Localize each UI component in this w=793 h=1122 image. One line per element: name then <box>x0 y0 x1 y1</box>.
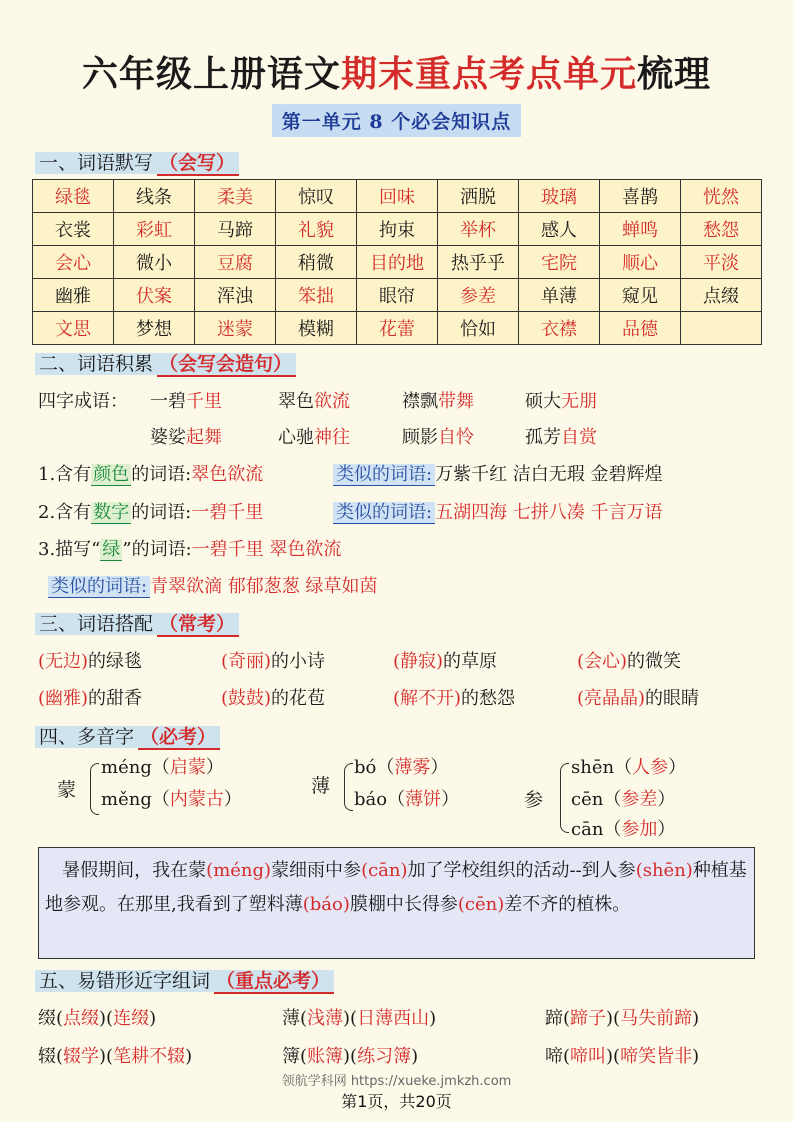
word-cell: 愁怨 <box>681 213 762 246</box>
polyphone-shen-3: cān（参加） <box>571 819 676 840</box>
polyphone-meng-1: méng（启蒙） <box>101 757 224 778</box>
idiom-item: 襟飘带舞 <box>402 391 474 412</box>
collocation-item: (会心)的微笑 <box>577 651 682 672</box>
word-table-row <box>33 213 762 246</box>
lookalike-item: 薄(浅薄)(日薄西山) <box>282 1008 437 1029</box>
brace-meng <box>90 763 99 815</box>
color-highlight: 颜色 <box>93 464 130 485</box>
word-cell: 喜鹊 <box>600 180 681 213</box>
polyphone-bao-1: bó（薄雾） <box>354 757 449 778</box>
idiom-item: 婆娑起舞 <box>150 427 222 448</box>
idiom-item: 翠色欲流 <box>278 391 350 412</box>
word-cell: 彩虹 <box>114 213 195 246</box>
word-cell: 会心 <box>33 246 114 279</box>
number-highlight: 数字 <box>93 502 130 523</box>
idiom-item: 心驰神往 <box>278 427 350 448</box>
section-5-tag: （重点必考） <box>214 970 334 994</box>
collocation-item: (无边)的绿毯 <box>38 651 143 672</box>
section-2-label: 二、词语积累 <box>35 353 157 375</box>
page-title <box>0 46 793 97</box>
word-cell: 文思 <box>33 312 114 345</box>
title-black: 六年级上册语文 <box>81 54 341 95</box>
word-cell: 花蕾 <box>357 312 438 345</box>
word-cell: 举杯 <box>438 213 519 246</box>
word-cell: 线条 <box>114 180 195 213</box>
word-cell: 迷蒙 <box>195 312 276 345</box>
word-cell: 玻璃 <box>519 180 600 213</box>
word-cell: 礼貌 <box>276 213 357 246</box>
word-cell: 马蹄 <box>195 213 276 246</box>
word-cell: 点缀 <box>681 279 762 312</box>
word-cell: 品德 <box>600 312 681 345</box>
word-cell: 衣襟 <box>519 312 600 345</box>
brace-shen <box>560 763 569 833</box>
similar-label-1: 类似的词语: <box>333 464 435 486</box>
word-cell: 模糊 <box>276 312 357 345</box>
idiom-item: 硕大无朋 <box>525 391 597 412</box>
page-subtitle: 第一单元 8 个必会知识点 <box>272 104 521 137</box>
accum-line-3: 3.描写“ 绿 ”的词语:一碧千里 翠色欲流 <box>38 539 342 560</box>
word-cell: 惊叹 <box>276 180 357 213</box>
accum-line-1: 1.含有 颜色 的词语:翠色欲流 <box>38 464 264 485</box>
word-table-row <box>33 246 762 279</box>
word-cell: 单薄 <box>519 279 600 312</box>
collocation-item: (鼓鼓)的花苞 <box>221 688 326 709</box>
page-number: 第1页，共20页 <box>341 1092 452 1111</box>
word-cell: 平淡 <box>681 246 762 279</box>
word-cell: 柔美 <box>195 180 276 213</box>
word-cell: 感人 <box>519 213 600 246</box>
word-cell: 浑浊 <box>195 279 276 312</box>
word-cell: 笨拙 <box>276 279 357 312</box>
similar-label-2: 类似的词语: <box>333 502 435 524</box>
brace-bao <box>344 763 353 811</box>
example-paragraph: 暑假期间，我在蒙(méng)蒙细雨中参(cān)加了学校组织的活动--到人参(shēn)种植基地参观。在那里,我看到了塑料薄(báo)膜棚中长得参(cēn)差不齐的植株。 <box>38 847 755 959</box>
word-cell: 目的地 <box>357 246 438 279</box>
title-red: 期末重点考点单元 <box>340 54 637 95</box>
green-highlight: 绿 <box>102 539 121 560</box>
word-table-row <box>33 279 762 312</box>
title-black-end: 梳理 <box>637 54 712 95</box>
section-5-heading <box>35 967 334 995</box>
word-table <box>32 179 762 345</box>
section-3-tag: （常考） <box>157 613 239 637</box>
polyphone-char-meng: 蒙 <box>57 779 77 801</box>
section-2-heading <box>35 350 296 378</box>
section-1-label: 一、词语默写 <box>35 152 157 174</box>
idiom-item: 孤芳自赏 <box>525 427 597 448</box>
lookalike-item: 缀(点缀)(连缀) <box>38 1008 157 1029</box>
collocation-item: (奇丽)的小诗 <box>221 651 326 672</box>
word-cell: 窥见 <box>600 279 681 312</box>
word-cell: 微小 <box>114 246 195 279</box>
section-3-heading <box>35 610 239 638</box>
word-cell: 伏案 <box>114 279 195 312</box>
word-cell: 蝉鸣 <box>600 213 681 246</box>
polyphone-shen-1: shēn（人参） <box>571 757 687 778</box>
section-2-tag: （会写会造句） <box>157 353 296 377</box>
word-cell <box>681 312 762 345</box>
idiom-item: 一碧千里 <box>150 391 222 412</box>
polyphone-char-shen: 参 <box>524 789 544 811</box>
similar-label-3: 类似的词语: <box>48 576 150 598</box>
word-cell: 稍微 <box>276 246 357 279</box>
word-cell: 洒脱 <box>438 180 519 213</box>
section-4-tag: （必考） <box>138 726 220 750</box>
word-cell: 豆腐 <box>195 246 276 279</box>
polyphone-char-bao: 薄 <box>311 775 331 797</box>
word-cell: 宅院 <box>519 246 600 279</box>
polyphone-bao-2: báo（薄饼） <box>354 789 460 810</box>
section-4-label: 四、多音字 <box>35 726 138 748</box>
accum-line-4: 类似的词语: 青翠欲滴 郁郁葱葱 绿草如茵 <box>48 573 378 601</box>
lookalike-item: 蹄(蹄子)(马失前蹄) <box>545 1008 700 1029</box>
collocation-item: (静寂)的草原 <box>393 651 498 672</box>
section-3-label: 三、词语搭配 <box>35 613 157 635</box>
idiom-item: 顾影自怜 <box>402 427 474 448</box>
polyphone-shen-2: cēn（参差） <box>571 789 676 810</box>
watermark: 领航学科网 https://xueke.jmkzh.com <box>281 1074 512 1089</box>
word-cell: 眼帘 <box>357 279 438 312</box>
word-cell: 回味 <box>357 180 438 213</box>
section-1-heading <box>35 149 239 177</box>
word-table-row <box>33 312 762 345</box>
word-cell: 拘束 <box>357 213 438 246</box>
word-cell: 参差 <box>438 279 519 312</box>
lookalike-item: 辍(辍学)(笔耕不辍) <box>38 1046 193 1067</box>
word-cell: 绿毯 <box>33 180 114 213</box>
idiom-label: 四字成语： <box>38 391 128 412</box>
collocation-item: (解不开)的愁怨 <box>393 688 516 709</box>
section-4-heading <box>35 723 220 751</box>
word-table-row <box>33 180 762 213</box>
word-cell: 恰如 <box>438 312 519 345</box>
word-cell: 恍然 <box>681 180 762 213</box>
accum-line-1-similar: 类似的词语: 万紫千红 洁白无瑕 金碧辉煌 <box>333 461 663 489</box>
word-cell: 热乎乎 <box>438 246 519 279</box>
lookalike-item: 啼(啼叫)(啼笑皆非) <box>545 1046 700 1067</box>
section-1-tag: （会写） <box>157 152 239 176</box>
word-cell: 幽雅 <box>33 279 114 312</box>
word-cell: 衣裳 <box>33 213 114 246</box>
word-cell: 顺心 <box>600 246 681 279</box>
accum-line-2: 2.含有 数字 的词语:一碧千里 <box>38 502 264 523</box>
accum-line-2-similar: 类似的词语: 五湖四海 七拼八凑 千言万语 <box>333 499 663 527</box>
word-cell: 梦想 <box>114 312 195 345</box>
section-5-label: 五、易错形近字组词 <box>35 970 214 992</box>
polyphone-meng-2: měng（内蒙古） <box>101 789 242 810</box>
lookalike-item: 簿(账簿)(练习簿) <box>282 1046 419 1067</box>
collocation-item: (亮晶晶)的眼睛 <box>577 688 700 709</box>
collocation-item: (幽雅)的甜香 <box>38 688 143 709</box>
